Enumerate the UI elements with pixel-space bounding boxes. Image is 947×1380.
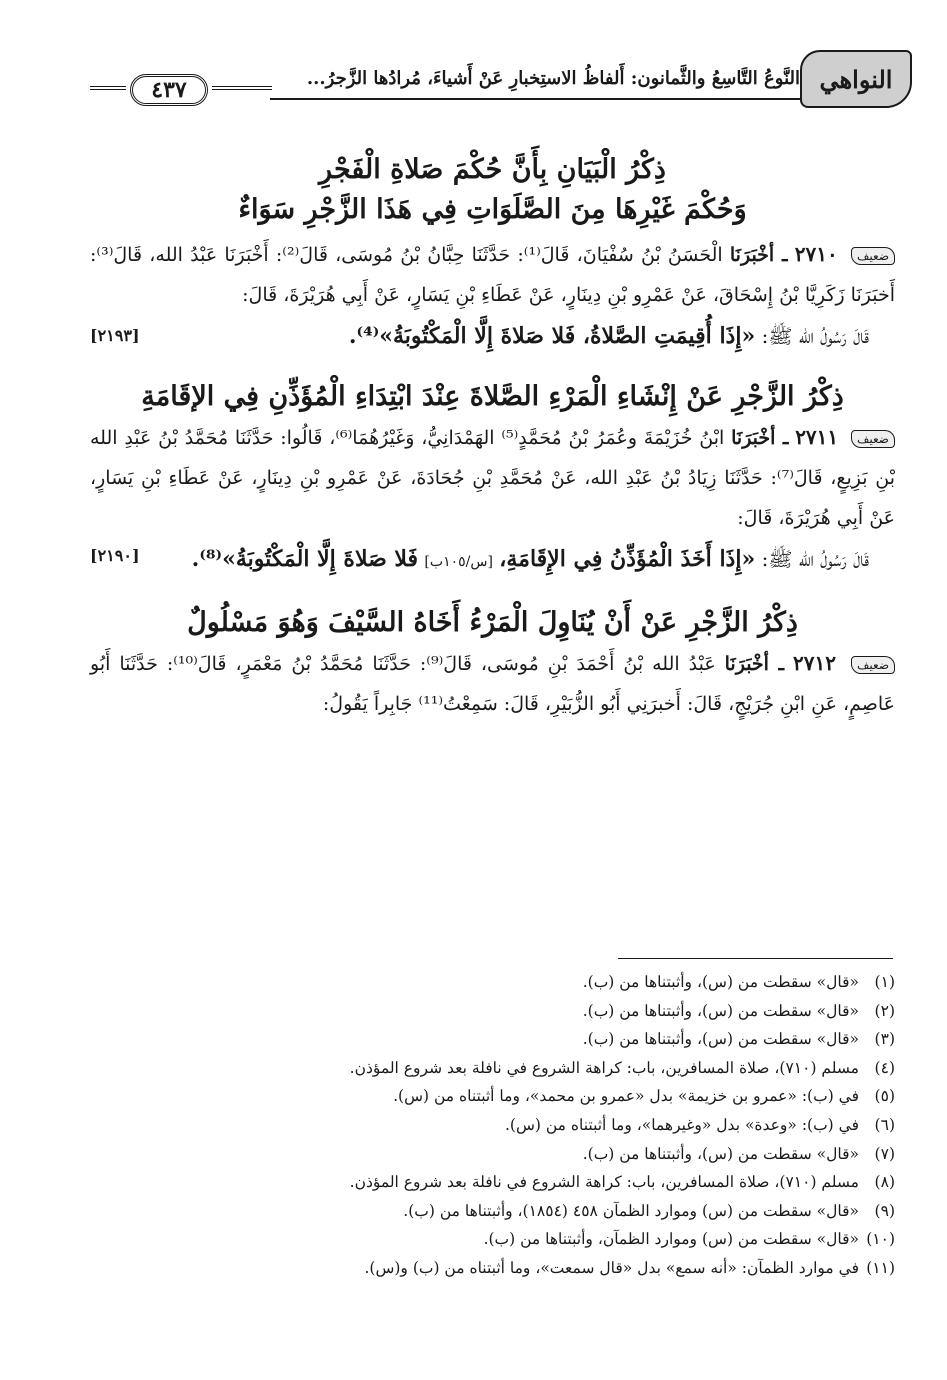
footnote-number: (٢) xyxy=(874,1001,895,1020)
chapter-heading: ذِكْرُ الزَّجْرِ عَنْ أَنْ يُنَاوِلَ الْمَرْءُ أَخَاهُ السَّيْفَ وَهُوَ مَسْلُولٌ xyxy=(187,607,798,638)
footnote xyxy=(100,1168,895,1197)
footnote-separator xyxy=(618,958,893,959)
footnote-text: في موارد الظمآن: «أنه سمع» بدل «قال سمعت»، وما أثبتناه من (ب) و(س). xyxy=(364,1258,859,1277)
main-text xyxy=(90,150,895,724)
qala-rasul: قَالَ رَسُولُ الله ﷺ: xyxy=(761,324,869,348)
footnote xyxy=(100,1197,895,1226)
footnote-text: في (ب): «وعدة» بدل «وغيرهما»، وما أثبتناه من (س). xyxy=(504,1115,859,1134)
header-rule xyxy=(90,86,126,90)
header-underline xyxy=(270,98,800,100)
matn-quote: «إِذَا أَخَذَ الْمُؤَذِّنُ فِي الإِقَامَةِ، xyxy=(499,546,756,572)
footnote-number: (٨) xyxy=(874,1173,895,1192)
footnote-text: «قال» سقطت من (س) وموارد الظمآن ٤٥٨ (١٨٥٤)، وأثبتناها من (ب). xyxy=(403,1201,859,1220)
footnote-text: «قال» سقطت من (س) وموارد الظمآن، وأثبتناها من (ب). xyxy=(483,1230,859,1249)
isnad-text: ابْنُ خُزَيْمَةَ وعُمَرُ بْنُ مُحَمَّدٍ⁽⁵⁾ الهَمْدَانِيُّ، وَغَيْرُهُمَا⁽⁶⁾، قَالُوا: حَدَّثَنَا مُحَمَّدُ بْنُ عَبْدِ الله بْنِ بَزِيعٍ، قَالَ⁽⁷⁾: حَدَّثَنَا زِيَادُ بْنُ عَبْدِ الله، عَنْ مُحَمَّدِ بْنِ جُحَادَةَ، عَنْ عَمْرِو بْنِ دِينَارٍ، عَنْ عَطَاءِ بْنِ يَسَارٍ، عَنْ أَبِي هُرَيْرَةَ، قَالَ: xyxy=(90,427,895,529)
footnote-number: (٧) xyxy=(874,1144,895,1163)
chapter-heading: ذِكْرُ الزَّجْرِ عَنْ إِنْشَاءِ الْمَرْءِ الصَّلاةَ عِنْدَ ابْتِدَاءِ الْمُؤَذِّنِ فِي الإقَامَةِ xyxy=(141,381,844,412)
footnote-text: مسلم (٧١٠)، صلاة المسافرين، باب: كراهة الشروع في نافلة بعد شروع المؤذن. xyxy=(349,1173,859,1192)
footnote-number: (١١) xyxy=(866,1258,895,1277)
akhbarana-word: ـ أخْبَرَنَا xyxy=(729,244,788,266)
footnote-number: (٦) xyxy=(874,1115,895,1134)
chapter-heading: وَحُكْمَ غَيْرِهَا مِنَ الصَّلَوَاتِ فِي هَذَا الزَّجْرِ سَوَاءٌ xyxy=(238,194,747,225)
footnote xyxy=(100,997,895,1026)
matn-quote: «إِذَا أُقِيمَتِ الصَّلاةُ، فَلا صَلاةَ إِلَّا الْمَكْتُوبَةُ»⁽⁴⁾. xyxy=(348,323,756,349)
footnote-text: في (ب): «عمرو بن خزيمة» بدل «عمرو بن محمد»، وما أثبتناه من (س). xyxy=(393,1087,859,1106)
qala-rasul: قَالَ رَسُولُ الله ﷺ: xyxy=(761,547,869,571)
footnote xyxy=(100,1111,895,1140)
manuscript-folio-note: [س/١٠٥ب] xyxy=(424,554,493,570)
hadith-matn xyxy=(90,538,895,583)
cross-reference: [٢١٩٣] xyxy=(90,326,140,345)
grade-marker: ضعيف xyxy=(851,247,895,265)
footnote xyxy=(100,1225,895,1254)
footnote xyxy=(100,968,895,997)
running-title: النَّوعُ التَّاسِعُ والثَّمانون: أَلفاظُ الاستِخبارِ عَنْ أَشياءَ، مُرادُها الزَّجرُ... xyxy=(306,68,800,89)
page-header xyxy=(60,48,920,120)
hadith-isnad xyxy=(90,417,895,538)
footnote-number: (٥) xyxy=(874,1087,895,1106)
hadith-isnad xyxy=(90,643,895,724)
footnote-number: (١٠) xyxy=(866,1230,895,1249)
footnote-text: «قال» سقطت من (س)، وأثبتناها من (ب). xyxy=(582,1144,859,1163)
footnote-text: «قال» سقطت من (س)، وأثبتناها من (ب). xyxy=(582,1001,859,1020)
footnote-number: (١) xyxy=(874,973,895,991)
chapter-heading: ذِكْرُ الْبَيَانِ بِأَنَّ حُكْمَ صَلاةِ الْفَجْرِ xyxy=(319,154,666,185)
hadith-number: ٢٧١١ xyxy=(795,425,839,449)
footnote xyxy=(100,1082,895,1111)
hadith-isnad xyxy=(90,234,895,315)
footnote-text: «قال» سقطت من (س)، وأثبتناها من (ب). xyxy=(582,1030,859,1049)
footnotes xyxy=(100,968,895,1283)
footnote xyxy=(100,1254,895,1283)
grade-marker: ضعيف xyxy=(851,430,895,448)
footnote-number: (٤) xyxy=(874,1058,895,1077)
hadith-matn xyxy=(90,315,895,357)
akhbarana-word: ـ أخْبَرَنَا xyxy=(724,653,785,675)
hadith-number: ٢٧١٠ xyxy=(794,242,838,266)
footnote-text: «قال» سقطت من (س)، وأثبتناها من (ب). xyxy=(582,973,859,991)
footnote-number: (٩) xyxy=(874,1201,895,1220)
akhbarana-word: ـ أخْبَرَنَا xyxy=(731,427,789,449)
page-number: ٤٣٧ xyxy=(130,74,208,106)
header-rule xyxy=(212,86,272,90)
footnote xyxy=(100,1054,895,1083)
matn-quote: فَلا صَلاةَ إِلَّا الْمَكْتُوبَةُ»⁽⁸⁾. xyxy=(191,546,419,572)
isnad-text: الْحَسَنُ بْنُ سُفْيَانَ، قَالَ⁽¹⁾: حَدَّثَنَا حِبَّانُ بْنُ مُوسَى، قَالَ⁽²⁾: أَخْبَرَنَا عَبْدُ الله، قَالَ⁽³⁾: أَخبَرَنَا زَكَرِيَّا بْنُ إِسْحَاقَ، عَنْ عَمْرِو بْنِ دِينَارٍ، عَنْ عَطَاءِ بْنِ يَسَارٍ، عَنْ أَبِي هُرَيْرَةَ، قَالَ: xyxy=(90,244,895,306)
isnad-text: عَبْدُ الله بْنُ أَحْمَدَ بْنِ مُوسَى، قَالَ⁽⁹⁾: حَدَّثَنَا مُحَمَّدُ بْنُ مَعْمَرٍ، قَالَ⁽¹⁰⁾: حَدَّثَنَا أَبُو عَاصِمٍ، عَنِ ابْنِ جُرَيْجٍ، قَالَ: أَخبرَنِي أَبُو الزُّبَيْرِ، قَالَ: سَمِعْتُ⁽¹¹⁾ جَابِراً يَقُولُ: xyxy=(90,653,895,715)
footnote xyxy=(100,1140,895,1169)
section-badge: النواهي xyxy=(800,50,912,108)
footnote-text: مسلم (٧١٠)، صلاة المسافرين، باب: كراهة الشروع في نافلة بعد شروع المؤذن. xyxy=(349,1058,859,1077)
footnote xyxy=(100,1025,895,1054)
hadith-number: ٢٧١٢ xyxy=(793,651,837,675)
grade-marker: ضعيف xyxy=(851,656,895,674)
footnote-number: (٣) xyxy=(874,1030,895,1049)
cross-reference: [٢١٩٠] xyxy=(90,546,140,565)
